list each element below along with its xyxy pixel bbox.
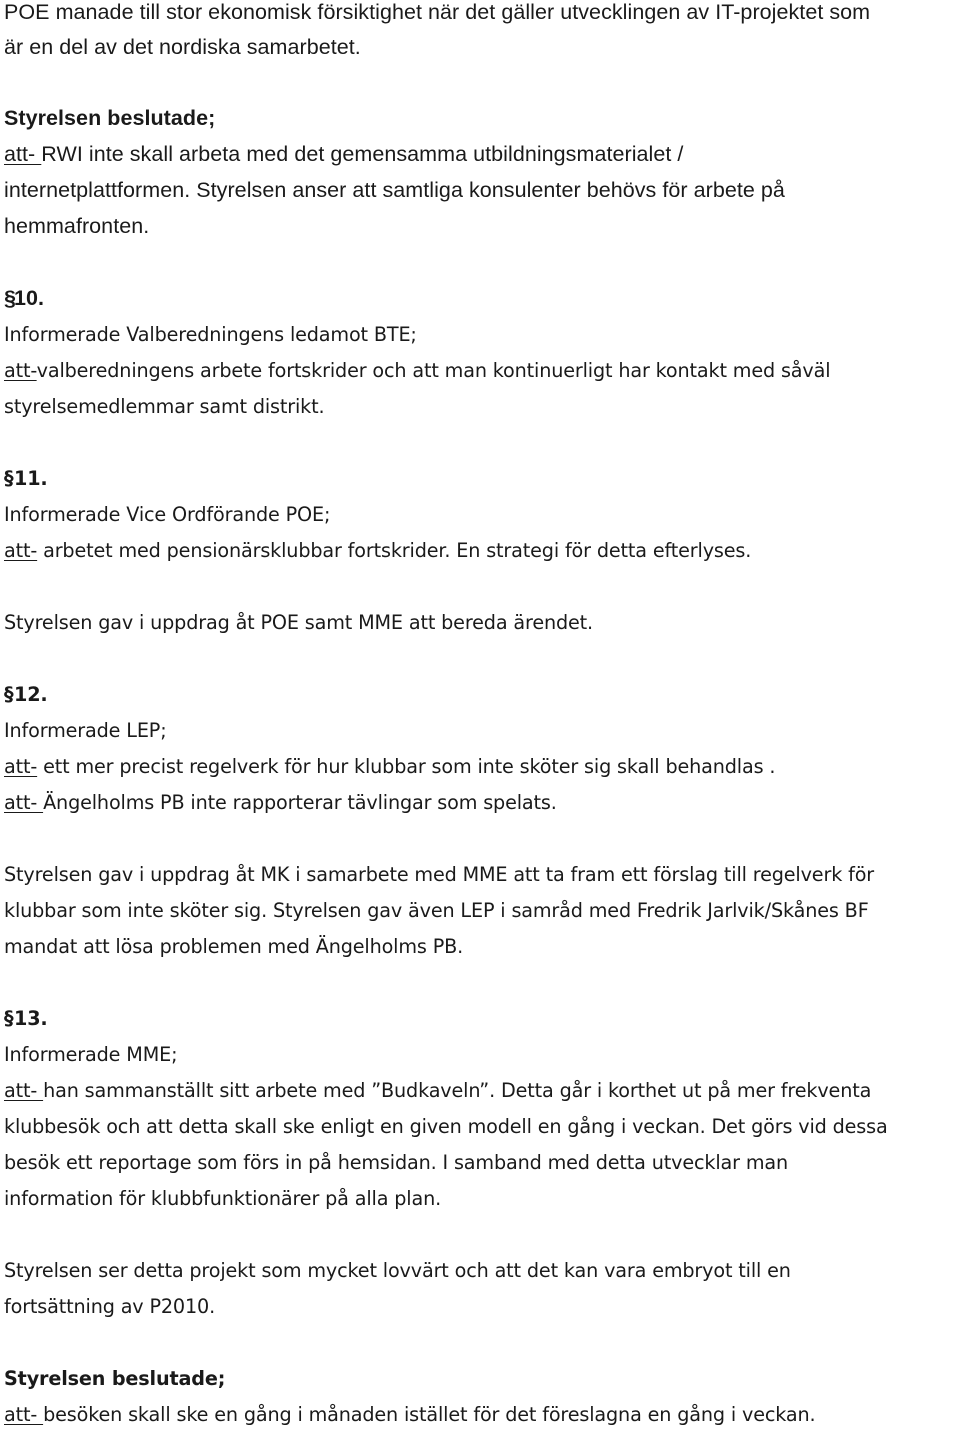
line-text: styrelsemedlemmar samt distrikt. xyxy=(4,395,325,418)
section-mark: § xyxy=(4,683,14,706)
section-heading-10 xyxy=(4,284,44,312)
att-clause xyxy=(4,537,751,565)
att-prefix: att- xyxy=(4,1403,44,1426)
line-text: klubbar som inte sköter sig. Styrelsen gav även LEP i samråd med Fredrik Jarlvik/Skånes BF xyxy=(4,899,869,922)
line-text: hemmafronten. xyxy=(4,214,150,238)
line-text: klubbesök och att detta skall ske enligt en given modell en gång i veckan. Det görs vid dessa xyxy=(4,1115,888,1138)
paragraph-line xyxy=(4,861,874,889)
paragraph-line xyxy=(4,0,870,26)
section-heading-13 xyxy=(4,1005,48,1033)
line-text: Informerade LEP; xyxy=(4,719,167,742)
line-text: POE manade till stor ekonomisk försiktighet när det gäller utvecklingen av IT-projektet som xyxy=(4,0,871,24)
section-mark: § xyxy=(4,286,17,310)
att-prefix: att- xyxy=(4,539,38,562)
paragraph-line xyxy=(4,609,593,637)
paragraph-line xyxy=(4,1149,788,1177)
att-prefix: att- xyxy=(4,359,37,382)
section-number: 10. xyxy=(14,286,45,310)
att-clause xyxy=(4,1401,815,1429)
paragraph-line xyxy=(4,897,869,925)
section-heading-11 xyxy=(4,465,48,493)
paragraph-line xyxy=(4,1257,791,1285)
att-clause xyxy=(4,753,775,781)
section-number: 13. xyxy=(14,1007,48,1030)
att-clause xyxy=(4,357,830,385)
line-text: valberedningens arbete fortskrider och att man kontinuerligt har kontakt med såväl xyxy=(36,359,831,382)
line-text: han sammanställt sitt arbete med ”Budkaveln”. Detta går i korthet ut på mer frekventa xyxy=(43,1079,872,1102)
line-text: mandat att lösa problemen med Ängelholms PB. xyxy=(4,935,464,958)
att-prefix: att- xyxy=(4,791,44,814)
line-text: information för klubbfunktionärer på alla plan. xyxy=(4,1187,442,1210)
att-prefix: att- xyxy=(4,1079,44,1102)
decision-heading xyxy=(4,1365,225,1393)
paragraph-line xyxy=(4,393,324,421)
att-clause xyxy=(4,789,557,817)
line-text: Styrelsen beslutade; xyxy=(4,1367,226,1390)
line-text: besöken skall ske en gång i månaden istället för det föreslagna en gång i veckan. xyxy=(43,1403,816,1426)
line-text: Styrelsen gav i uppdrag åt POE samt MME att bereda ärendet. xyxy=(4,611,593,634)
decision-heading xyxy=(4,104,215,132)
line-text: internetplattformen. Styrelsen anser att samtliga konsulenter behövs för arbete på xyxy=(4,178,785,202)
line-text: Informerade MME; xyxy=(4,1043,178,1066)
line-text: Styrelsen gav i uppdrag åt MK i samarbete med MME att ta fram ett förslag till regelverk för xyxy=(4,863,875,886)
line-text: Styrelsen beslutade; xyxy=(4,106,216,130)
paragraph-line xyxy=(4,933,463,961)
line-text: arbetet med pensionärsklubbar fortskrider. En strategi för detta efterlyses. xyxy=(37,539,752,562)
line-text: ett mer precist regelverk för hur klubbar som inte sköter sig skall behandlas . xyxy=(37,755,776,778)
line-text: Informerade Vice Ordförande POE; xyxy=(4,503,331,526)
paragraph-line xyxy=(4,1185,441,1213)
att-prefix: att- xyxy=(4,755,38,778)
line-text: Styrelsen ser detta projekt som mycket lovvärt och att det kan vara embryot till en xyxy=(4,1259,791,1282)
att-clause xyxy=(4,140,683,168)
section-heading-12 xyxy=(4,681,48,709)
line-text: RWI inte skall arbeta med det gemensamma utbildningsmaterialet / xyxy=(41,142,684,166)
att-prefix: att- xyxy=(4,142,42,166)
paragraph-line xyxy=(4,1293,215,1321)
paragraph-line xyxy=(4,321,417,349)
paragraph-line xyxy=(4,501,330,529)
line-text: Informerade Valberedningens ledamot BTE; xyxy=(4,323,417,346)
line-text: är en del av det nordiska samarbetet. xyxy=(4,35,361,59)
paragraph-line xyxy=(4,1113,888,1141)
line-text: besök ett reportage som förs in på hemsidan. I samband med detta utvecklar man xyxy=(4,1151,788,1174)
paragraph-line xyxy=(4,212,149,240)
line-text: Ängelholms PB inte rapporterar tävlingar som spelats. xyxy=(43,791,557,814)
paragraph-line xyxy=(4,33,361,61)
section-number: 12. xyxy=(14,683,48,706)
paragraph-line xyxy=(4,1041,177,1069)
att-clause xyxy=(4,1077,871,1105)
paragraph-line xyxy=(4,717,167,745)
line-text: fortsättning av P2010. xyxy=(4,1295,216,1318)
section-mark: § xyxy=(4,1007,14,1030)
paragraph-line xyxy=(4,176,785,204)
section-mark: § xyxy=(4,467,14,490)
section-number: 11. xyxy=(14,467,48,490)
